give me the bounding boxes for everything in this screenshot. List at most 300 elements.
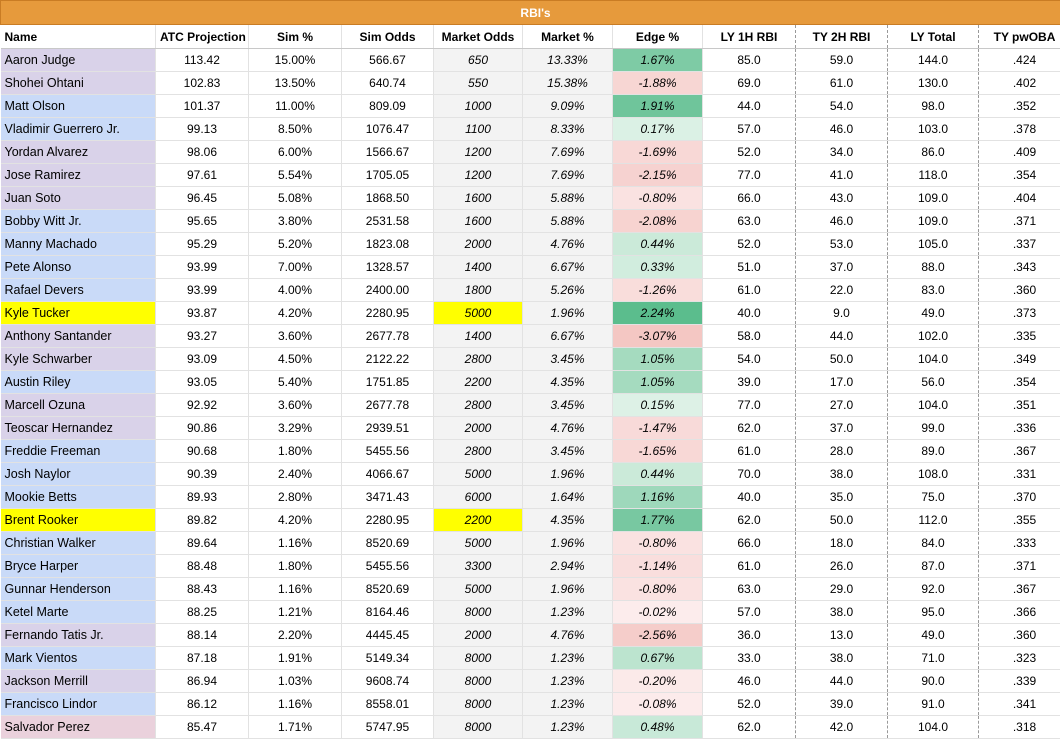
ty-pwoba-cell[interactable]: .370 (979, 486, 1060, 509)
ty-pwoba-cell[interactable]: .333 (979, 532, 1060, 555)
table-row[interactable] (1, 256, 1060, 279)
edge-pct-cell[interactable]: 1.91% (613, 95, 703, 118)
edge-pct-cell[interactable]: 1.05% (613, 371, 703, 394)
ly-total-cell[interactable]: 104.0 (888, 716, 979, 739)
market-odds-cell[interactable]: 2000 (434, 233, 523, 256)
market-pct-cell[interactable]: 5.88% (523, 187, 613, 210)
table-row[interactable] (1, 302, 1060, 325)
atc-projection-cell[interactable]: 89.93 (156, 486, 249, 509)
ly-total-cell[interactable]: 118.0 (888, 164, 979, 187)
ly-1h-rbi-cell[interactable]: 52.0 (703, 233, 796, 256)
sim-pct-cell[interactable]: 1.80% (249, 555, 342, 578)
market-pct-cell[interactable]: 1.23% (523, 601, 613, 624)
ty-pwoba-cell[interactable]: .360 (979, 279, 1060, 302)
sim-odds-cell[interactable]: 5455.56 (342, 555, 434, 578)
market-pct-cell[interactable]: 3.45% (523, 440, 613, 463)
ly-total-cell[interactable]: 90.0 (888, 670, 979, 693)
table-row[interactable] (1, 555, 1060, 578)
ly-total-cell[interactable]: 112.0 (888, 509, 979, 532)
edge-pct-cell[interactable]: -1.26% (613, 279, 703, 302)
sim-odds-cell[interactable]: 1868.50 (342, 187, 434, 210)
atc-projection-cell[interactable]: 93.27 (156, 325, 249, 348)
sim-pct-cell[interactable]: 7.00% (249, 256, 342, 279)
player-name-cell[interactable]: Francisco Lindor (1, 693, 156, 716)
ty-2h-rbi-cell[interactable]: 37.0 (796, 417, 888, 440)
market-pct-cell[interactable]: 4.35% (523, 509, 613, 532)
ly-1h-rbi-cell[interactable]: 39.0 (703, 371, 796, 394)
ty-2h-rbi-cell[interactable]: 42.0 (796, 716, 888, 739)
column-header-ly-total[interactable]: LY Total (888, 25, 979, 49)
atc-projection-cell[interactable]: 93.99 (156, 256, 249, 279)
ly-total-cell[interactable]: 103.0 (888, 118, 979, 141)
ly-total-cell[interactable]: 99.0 (888, 417, 979, 440)
market-odds-cell[interactable]: 8000 (434, 716, 523, 739)
sim-odds-cell[interactable]: 2122.22 (342, 348, 434, 371)
market-pct-cell[interactable]: 1.23% (523, 716, 613, 739)
edge-pct-cell[interactable]: 0.15% (613, 394, 703, 417)
edge-pct-cell[interactable]: 0.48% (613, 716, 703, 739)
ly-1h-rbi-cell[interactable]: 85.0 (703, 49, 796, 72)
sim-pct-cell[interactable]: 3.60% (249, 325, 342, 348)
edge-pct-cell[interactable]: -1.47% (613, 417, 703, 440)
ly-1h-rbi-cell[interactable]: 61.0 (703, 555, 796, 578)
atc-projection-cell[interactable]: 90.39 (156, 463, 249, 486)
market-pct-cell[interactable]: 3.45% (523, 394, 613, 417)
edge-pct-cell[interactable]: 1.77% (613, 509, 703, 532)
sim-pct-cell[interactable]: 3.29% (249, 417, 342, 440)
player-name-cell[interactable]: Christian Walker (1, 532, 156, 555)
ly-1h-rbi-cell[interactable]: 52.0 (703, 141, 796, 164)
edge-pct-cell[interactable]: -1.69% (613, 141, 703, 164)
player-name-cell[interactable]: Anthony Santander (1, 325, 156, 348)
market-odds-cell[interactable]: 1200 (434, 141, 523, 164)
sim-odds-cell[interactable]: 8558.01 (342, 693, 434, 716)
ly-total-cell[interactable]: 130.0 (888, 72, 979, 95)
sim-pct-cell[interactable]: 1.03% (249, 670, 342, 693)
table-row[interactable] (1, 210, 1060, 233)
player-name-cell[interactable]: Rafael Devers (1, 279, 156, 302)
sim-odds-cell[interactable]: 1751.85 (342, 371, 434, 394)
sim-odds-cell[interactable]: 2280.95 (342, 302, 434, 325)
market-pct-cell[interactable]: 5.26% (523, 279, 613, 302)
market-odds-cell[interactable]: 5000 (434, 578, 523, 601)
ly-1h-rbi-cell[interactable]: 57.0 (703, 601, 796, 624)
market-odds-cell[interactable]: 8000 (434, 601, 523, 624)
player-name-cell[interactable]: Austin Riley (1, 371, 156, 394)
player-name-cell[interactable]: Salvador Perez (1, 716, 156, 739)
ty-2h-rbi-cell[interactable]: 61.0 (796, 72, 888, 95)
ty-2h-rbi-cell[interactable]: 43.0 (796, 187, 888, 210)
player-name-cell[interactable]: Fernando Tatis Jr. (1, 624, 156, 647)
edge-pct-cell[interactable]: 0.44% (613, 233, 703, 256)
ly-total-cell[interactable]: 56.0 (888, 371, 979, 394)
ly-1h-rbi-cell[interactable]: 63.0 (703, 578, 796, 601)
market-pct-cell[interactable]: 1.23% (523, 647, 613, 670)
sim-odds-cell[interactable]: 1076.47 (342, 118, 434, 141)
market-odds-cell[interactable]: 2800 (434, 348, 523, 371)
edge-pct-cell[interactable]: -3.07% (613, 325, 703, 348)
player-name-cell[interactable]: Shohei Ohtani (1, 72, 156, 95)
market-odds-cell[interactable]: 8000 (434, 693, 523, 716)
column-header-ty-2h-rbi[interactable]: TY 2H RBI (796, 25, 888, 49)
ly-total-cell[interactable]: 95.0 (888, 601, 979, 624)
table-row[interactable] (1, 95, 1060, 118)
ly-1h-rbi-cell[interactable]: 52.0 (703, 693, 796, 716)
market-odds-cell[interactable]: 1000 (434, 95, 523, 118)
sim-pct-cell[interactable]: 6.00% (249, 141, 342, 164)
sim-odds-cell[interactable]: 3471.43 (342, 486, 434, 509)
market-pct-cell[interactable]: 7.69% (523, 141, 613, 164)
ty-pwoba-cell[interactable]: .371 (979, 555, 1060, 578)
table-row[interactable] (1, 440, 1060, 463)
atc-projection-cell[interactable]: 87.18 (156, 647, 249, 670)
ty-2h-rbi-cell[interactable]: 26.0 (796, 555, 888, 578)
ty-2h-rbi-cell[interactable]: 50.0 (796, 348, 888, 371)
atc-projection-cell[interactable]: 88.43 (156, 578, 249, 601)
market-odds-cell[interactable]: 5000 (434, 302, 523, 325)
ty-2h-rbi-cell[interactable]: 18.0 (796, 532, 888, 555)
atc-projection-cell[interactable]: 101.37 (156, 95, 249, 118)
edge-pct-cell[interactable]: -2.15% (613, 164, 703, 187)
atc-projection-cell[interactable]: 85.47 (156, 716, 249, 739)
ty-2h-rbi-cell[interactable]: 50.0 (796, 509, 888, 532)
table-row[interactable] (1, 325, 1060, 348)
atc-projection-cell[interactable]: 88.25 (156, 601, 249, 624)
ty-pwoba-cell[interactable]: .378 (979, 118, 1060, 141)
table-row[interactable] (1, 187, 1060, 210)
ty-2h-rbi-cell[interactable]: 37.0 (796, 256, 888, 279)
ly-total-cell[interactable]: 109.0 (888, 210, 979, 233)
sim-odds-cell[interactable]: 1566.67 (342, 141, 434, 164)
market-odds-cell[interactable]: 1200 (434, 164, 523, 187)
market-pct-cell[interactable]: 4.76% (523, 417, 613, 440)
atc-projection-cell[interactable]: 86.12 (156, 693, 249, 716)
ty-2h-rbi-cell[interactable]: 46.0 (796, 210, 888, 233)
ly-1h-rbi-cell[interactable]: 51.0 (703, 256, 796, 279)
edge-pct-cell[interactable]: 0.33% (613, 256, 703, 279)
column-header-sim-odds[interactable]: Sim Odds (342, 25, 434, 49)
ty-2h-rbi-cell[interactable]: 44.0 (796, 325, 888, 348)
ty-2h-rbi-cell[interactable]: 44.0 (796, 670, 888, 693)
ly-1h-rbi-cell[interactable]: 62.0 (703, 716, 796, 739)
ty-2h-rbi-cell[interactable]: 38.0 (796, 463, 888, 486)
ty-pwoba-cell[interactable]: .424 (979, 49, 1060, 72)
table-row[interactable] (1, 417, 1060, 440)
atc-projection-cell[interactable]: 95.65 (156, 210, 249, 233)
ty-pwoba-cell[interactable]: .331 (979, 463, 1060, 486)
table-row[interactable] (1, 624, 1060, 647)
sim-pct-cell[interactable]: 1.16% (249, 578, 342, 601)
ty-pwoba-cell[interactable]: .366 (979, 601, 1060, 624)
ty-2h-rbi-cell[interactable]: 41.0 (796, 164, 888, 187)
player-name-cell[interactable]: Freddie Freeman (1, 440, 156, 463)
sim-odds-cell[interactable]: 4445.45 (342, 624, 434, 647)
edge-pct-cell[interactable]: 2.24% (613, 302, 703, 325)
sim-pct-cell[interactable]: 5.40% (249, 371, 342, 394)
ly-total-cell[interactable]: 109.0 (888, 187, 979, 210)
table-row[interactable] (1, 348, 1060, 371)
column-header-atc-projection[interactable]: ATC Projection (156, 25, 249, 49)
ty-pwoba-cell[interactable]: .355 (979, 509, 1060, 532)
atc-projection-cell[interactable]: 90.68 (156, 440, 249, 463)
sim-pct-cell[interactable]: 1.91% (249, 647, 342, 670)
column-header-market-pct[interactable]: Market % (523, 25, 613, 49)
table-row[interactable] (1, 118, 1060, 141)
player-name-cell[interactable]: Mark Vientos (1, 647, 156, 670)
ly-total-cell[interactable]: 89.0 (888, 440, 979, 463)
edge-pct-cell[interactable]: -1.65% (613, 440, 703, 463)
sim-pct-cell[interactable]: 5.08% (249, 187, 342, 210)
sim-pct-cell[interactable]: 1.71% (249, 716, 342, 739)
market-odds-cell[interactable]: 2000 (434, 624, 523, 647)
ly-1h-rbi-cell[interactable]: 70.0 (703, 463, 796, 486)
sim-odds-cell[interactable]: 2677.78 (342, 394, 434, 417)
ly-1h-rbi-cell[interactable]: 77.0 (703, 164, 796, 187)
sim-pct-cell[interactable]: 1.21% (249, 601, 342, 624)
sim-odds-cell[interactable]: 566.67 (342, 49, 434, 72)
ly-1h-rbi-cell[interactable]: 61.0 (703, 279, 796, 302)
market-odds-cell[interactable]: 1600 (434, 210, 523, 233)
ly-total-cell[interactable]: 86.0 (888, 141, 979, 164)
market-pct-cell[interactable]: 7.69% (523, 164, 613, 187)
sim-pct-cell[interactable]: 4.00% (249, 279, 342, 302)
ty-pwoba-cell[interactable]: .351 (979, 394, 1060, 417)
sim-pct-cell[interactable]: 2.80% (249, 486, 342, 509)
ly-total-cell[interactable]: 84.0 (888, 532, 979, 555)
market-pct-cell[interactable]: 2.94% (523, 555, 613, 578)
table-row[interactable] (1, 49, 1060, 72)
ty-pwoba-cell[interactable]: .349 (979, 348, 1060, 371)
player-name-cell[interactable]: Vladimir Guerrero Jr. (1, 118, 156, 141)
sim-pct-cell[interactable]: 3.80% (249, 210, 342, 233)
column-header-ly-1h-rbi[interactable]: LY 1H RBI (703, 25, 796, 49)
edge-pct-cell[interactable]: -0.80% (613, 578, 703, 601)
ty-2h-rbi-cell[interactable]: 38.0 (796, 647, 888, 670)
market-pct-cell[interactable]: 1.96% (523, 463, 613, 486)
column-header-market-odds[interactable]: Market Odds (434, 25, 523, 49)
sim-pct-cell[interactable]: 5.54% (249, 164, 342, 187)
market-pct-cell[interactable]: 15.38% (523, 72, 613, 95)
sim-pct-cell[interactable]: 2.20% (249, 624, 342, 647)
atc-projection-cell[interactable]: 93.09 (156, 348, 249, 371)
ty-pwoba-cell[interactable]: .323 (979, 647, 1060, 670)
market-odds-cell[interactable]: 550 (434, 72, 523, 95)
ly-total-cell[interactable]: 83.0 (888, 279, 979, 302)
table-row[interactable] (1, 233, 1060, 256)
sim-odds-cell[interactable]: 1705.05 (342, 164, 434, 187)
market-pct-cell[interactable]: 5.88% (523, 210, 613, 233)
market-pct-cell[interactable]: 1.96% (523, 532, 613, 555)
ty-2h-rbi-cell[interactable]: 54.0 (796, 95, 888, 118)
ly-total-cell[interactable]: 49.0 (888, 624, 979, 647)
table-row[interactable] (1, 716, 1060, 739)
ty-pwoba-cell[interactable]: .402 (979, 72, 1060, 95)
sim-pct-cell[interactable]: 15.00% (249, 49, 342, 72)
market-odds-cell[interactable]: 2800 (434, 394, 523, 417)
ty-2h-rbi-cell[interactable]: 27.0 (796, 394, 888, 417)
ty-2h-rbi-cell[interactable]: 34.0 (796, 141, 888, 164)
market-odds-cell[interactable]: 2200 (434, 509, 523, 532)
atc-projection-cell[interactable]: 89.82 (156, 509, 249, 532)
sim-odds-cell[interactable]: 2400.00 (342, 279, 434, 302)
market-pct-cell[interactable]: 1.96% (523, 578, 613, 601)
player-name-cell[interactable]: Teoscar Hernandez (1, 417, 156, 440)
market-odds-cell[interactable]: 8000 (434, 670, 523, 693)
edge-pct-cell[interactable]: -0.80% (613, 187, 703, 210)
sim-pct-cell[interactable]: 11.00% (249, 95, 342, 118)
market-odds-cell[interactable]: 1400 (434, 325, 523, 348)
ty-2h-rbi-cell[interactable]: 39.0 (796, 693, 888, 716)
table-row[interactable] (1, 463, 1060, 486)
sim-odds-cell[interactable]: 8164.46 (342, 601, 434, 624)
atc-projection-cell[interactable]: 93.05 (156, 371, 249, 394)
ly-1h-rbi-cell[interactable]: 46.0 (703, 670, 796, 693)
ty-pwoba-cell[interactable]: .335 (979, 325, 1060, 348)
sim-odds-cell[interactable]: 1823.08 (342, 233, 434, 256)
ty-2h-rbi-cell[interactable]: 38.0 (796, 601, 888, 624)
edge-pct-cell[interactable]: -0.20% (613, 670, 703, 693)
ly-total-cell[interactable]: 75.0 (888, 486, 979, 509)
ty-2h-rbi-cell[interactable]: 13.0 (796, 624, 888, 647)
market-odds-cell[interactable]: 650 (434, 49, 523, 72)
market-odds-cell[interactable]: 5000 (434, 532, 523, 555)
player-name-cell[interactable]: Yordan Alvarez (1, 141, 156, 164)
atc-projection-cell[interactable]: 96.45 (156, 187, 249, 210)
ly-1h-rbi-cell[interactable]: 40.0 (703, 302, 796, 325)
sim-odds-cell[interactable]: 2939.51 (342, 417, 434, 440)
ty-2h-rbi-cell[interactable]: 9.0 (796, 302, 888, 325)
sheet-title[interactable]: RBI's (1, 1, 1060, 25)
market-odds-cell[interactable]: 1400 (434, 256, 523, 279)
ly-1h-rbi-cell[interactable]: 61.0 (703, 440, 796, 463)
sim-pct-cell[interactable]: 1.16% (249, 693, 342, 716)
market-odds-cell[interactable]: 1100 (434, 118, 523, 141)
column-header-name[interactable]: Name (1, 25, 156, 49)
ly-total-cell[interactable]: 87.0 (888, 555, 979, 578)
table-row[interactable] (1, 578, 1060, 601)
sim-pct-cell[interactable]: 3.60% (249, 394, 342, 417)
ly-total-cell[interactable]: 92.0 (888, 578, 979, 601)
player-name-cell[interactable]: Juan Soto (1, 187, 156, 210)
player-name-cell[interactable]: Aaron Judge (1, 49, 156, 72)
ty-pwoba-cell[interactable]: .373 (979, 302, 1060, 325)
atc-projection-cell[interactable]: 88.14 (156, 624, 249, 647)
table-row[interactable] (1, 601, 1060, 624)
ty-2h-rbi-cell[interactable]: 59.0 (796, 49, 888, 72)
player-name-cell[interactable]: Kyle Tucker (1, 302, 156, 325)
edge-pct-cell[interactable]: 0.17% (613, 118, 703, 141)
sim-odds-cell[interactable]: 9608.74 (342, 670, 434, 693)
sim-odds-cell[interactable]: 640.74 (342, 72, 434, 95)
table-row[interactable] (1, 670, 1060, 693)
sim-pct-cell[interactable]: 1.16% (249, 532, 342, 555)
edge-pct-cell[interactable]: 1.05% (613, 348, 703, 371)
atc-projection-cell[interactable]: 98.06 (156, 141, 249, 164)
ly-1h-rbi-cell[interactable]: 54.0 (703, 348, 796, 371)
market-odds-cell[interactable]: 6000 (434, 486, 523, 509)
sim-pct-cell[interactable]: 13.50% (249, 72, 342, 95)
market-odds-cell[interactable]: 3300 (434, 555, 523, 578)
ty-pwoba-cell[interactable]: .404 (979, 187, 1060, 210)
ty-2h-rbi-cell[interactable]: 35.0 (796, 486, 888, 509)
atc-projection-cell[interactable]: 95.29 (156, 233, 249, 256)
ty-pwoba-cell[interactable]: .354 (979, 371, 1060, 394)
atc-projection-cell[interactable]: 113.42 (156, 49, 249, 72)
sim-pct-cell[interactable]: 1.80% (249, 440, 342, 463)
table-row[interactable] (1, 532, 1060, 555)
atc-projection-cell[interactable]: 88.48 (156, 555, 249, 578)
sim-odds-cell[interactable]: 2531.58 (342, 210, 434, 233)
ly-total-cell[interactable]: 102.0 (888, 325, 979, 348)
ly-1h-rbi-cell[interactable]: 40.0 (703, 486, 796, 509)
ty-2h-rbi-cell[interactable]: 22.0 (796, 279, 888, 302)
market-pct-cell[interactable]: 1.23% (523, 693, 613, 716)
atc-projection-cell[interactable]: 90.86 (156, 417, 249, 440)
sim-pct-cell[interactable]: 8.50% (249, 118, 342, 141)
column-header-sim-pct[interactable]: Sim % (249, 25, 342, 49)
atc-projection-cell[interactable]: 86.94 (156, 670, 249, 693)
player-name-cell[interactable]: Manny Machado (1, 233, 156, 256)
market-pct-cell[interactable]: 6.67% (523, 325, 613, 348)
market-odds-cell[interactable]: 8000 (434, 647, 523, 670)
atc-projection-cell[interactable]: 102.83 (156, 72, 249, 95)
ly-total-cell[interactable]: 104.0 (888, 394, 979, 417)
ty-pwoba-cell[interactable]: .336 (979, 417, 1060, 440)
ly-total-cell[interactable]: 71.0 (888, 647, 979, 670)
ty-2h-rbi-cell[interactable]: 28.0 (796, 440, 888, 463)
sim-odds-cell[interactable]: 2677.78 (342, 325, 434, 348)
table-row[interactable] (1, 141, 1060, 164)
ly-total-cell[interactable]: 88.0 (888, 256, 979, 279)
market-odds-cell[interactable]: 2000 (434, 417, 523, 440)
ly-total-cell[interactable]: 98.0 (888, 95, 979, 118)
sim-pct-cell[interactable]: 2.40% (249, 463, 342, 486)
atc-projection-cell[interactable]: 99.13 (156, 118, 249, 141)
market-pct-cell[interactable]: 8.33% (523, 118, 613, 141)
ly-1h-rbi-cell[interactable]: 66.0 (703, 187, 796, 210)
sim-odds-cell[interactable]: 1328.57 (342, 256, 434, 279)
column-header-edge-pct[interactable]: Edge % (613, 25, 703, 49)
player-name-cell[interactable]: Kyle Schwarber (1, 348, 156, 371)
sim-odds-cell[interactable]: 2280.95 (342, 509, 434, 532)
market-pct-cell[interactable]: 1.96% (523, 302, 613, 325)
edge-pct-cell[interactable]: -2.08% (613, 210, 703, 233)
atc-projection-cell[interactable]: 93.87 (156, 302, 249, 325)
ty-2h-rbi-cell[interactable]: 29.0 (796, 578, 888, 601)
ly-1h-rbi-cell[interactable]: 69.0 (703, 72, 796, 95)
sim-pct-cell[interactable]: 4.20% (249, 302, 342, 325)
ly-1h-rbi-cell[interactable]: 66.0 (703, 532, 796, 555)
table-row[interactable] (1, 279, 1060, 302)
ly-total-cell[interactable]: 105.0 (888, 233, 979, 256)
edge-pct-cell[interactable]: 0.44% (613, 463, 703, 486)
sim-odds-cell[interactable]: 8520.69 (342, 578, 434, 601)
table-row[interactable] (1, 72, 1060, 95)
ly-total-cell[interactable]: 91.0 (888, 693, 979, 716)
ly-1h-rbi-cell[interactable]: 62.0 (703, 417, 796, 440)
table-row[interactable] (1, 647, 1060, 670)
column-header-ty-pwoba[interactable]: TY pwOBA (979, 25, 1060, 49)
sim-pct-cell[interactable]: 4.50% (249, 348, 342, 371)
edge-pct-cell[interactable]: -0.08% (613, 693, 703, 716)
edge-pct-cell[interactable]: 1.67% (613, 49, 703, 72)
ly-total-cell[interactable]: 104.0 (888, 348, 979, 371)
ly-total-cell[interactable]: 49.0 (888, 302, 979, 325)
ly-total-cell[interactable]: 108.0 (888, 463, 979, 486)
ly-1h-rbi-cell[interactable]: 33.0 (703, 647, 796, 670)
edge-pct-cell[interactable]: -0.80% (613, 532, 703, 555)
ty-pwoba-cell[interactable]: .354 (979, 164, 1060, 187)
